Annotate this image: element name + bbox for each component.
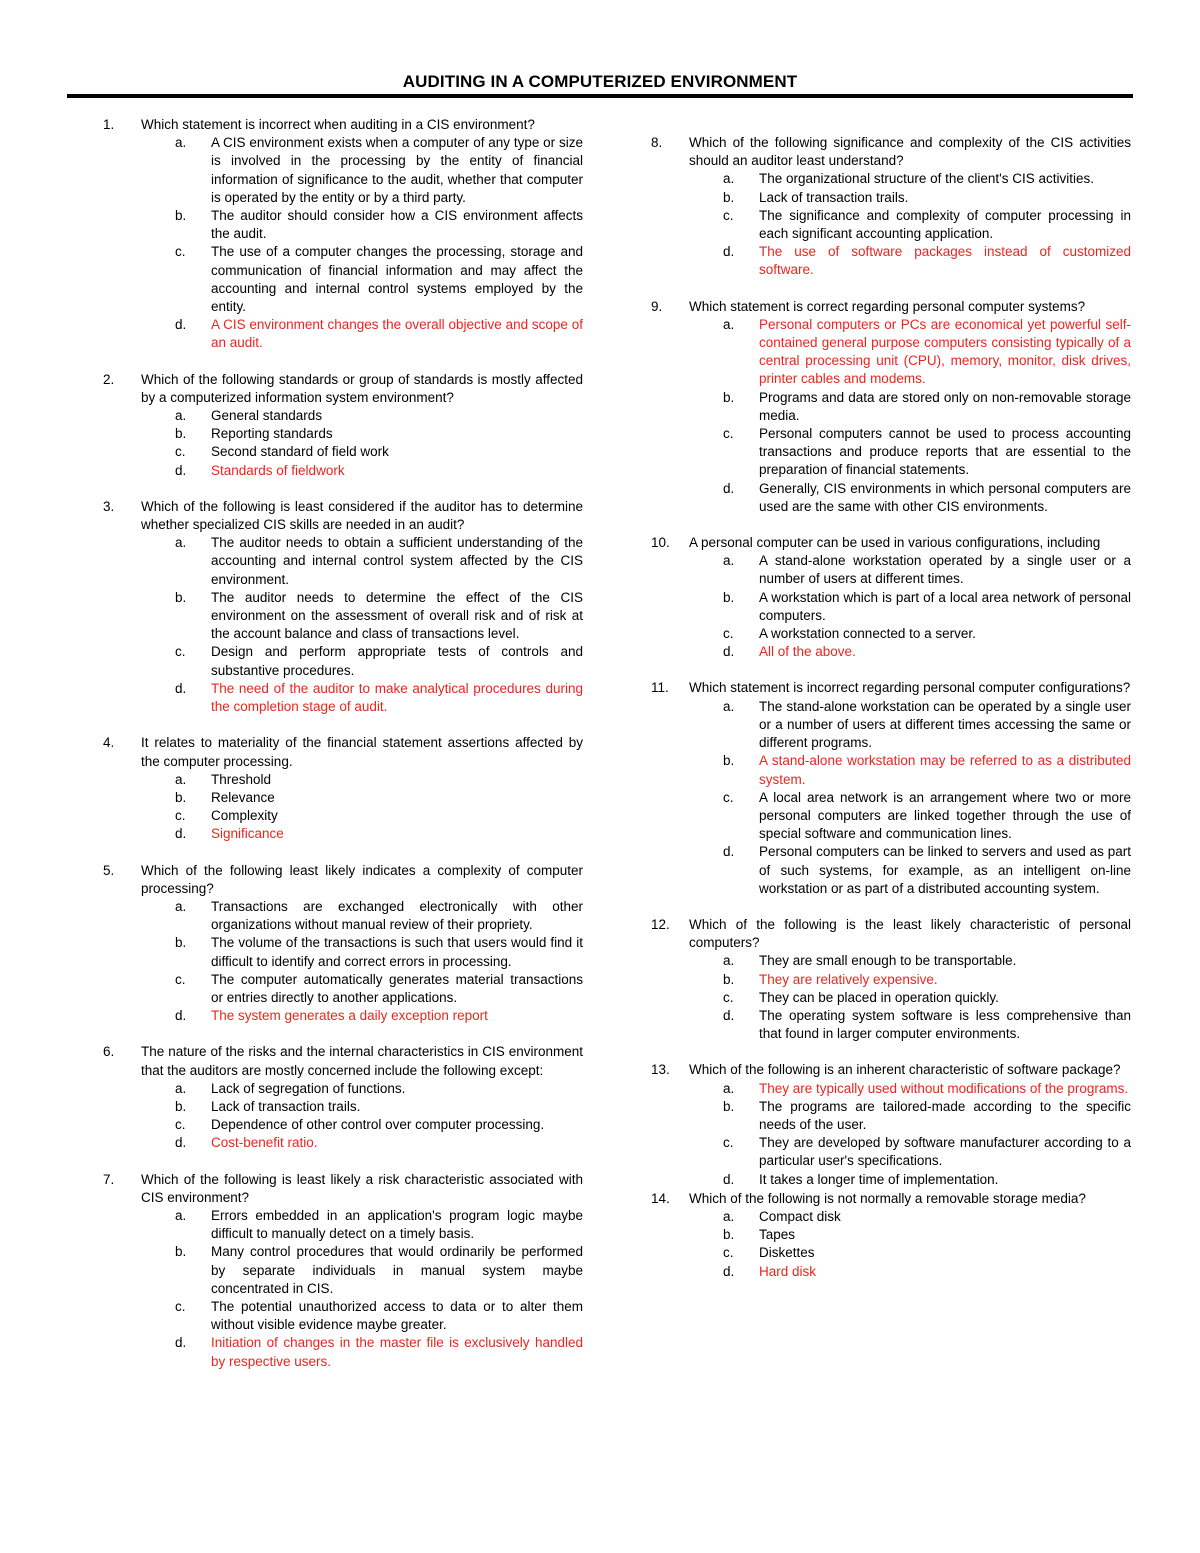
answer-option [615, 1007, 1131, 1043]
option-letter: c. [723, 789, 734, 805]
answer-option-correct [615, 1263, 1131, 1281]
answer-option [615, 207, 1131, 243]
option-letter: b. [175, 589, 187, 605]
question-6 [67, 1043, 583, 1152]
question-number: 13. [651, 1062, 670, 1078]
question-number: 1. [103, 117, 115, 132]
option-text: The computer automatically generates material transactions or entries directly to another applications. [211, 971, 583, 1005]
question-text: Which statement is incorrect when auditing in a CIS environment? [141, 117, 535, 132]
answer-option [67, 807, 583, 825]
question-3 [67, 498, 583, 716]
option-letter: d. [723, 480, 735, 496]
answer-option [615, 1226, 1131, 1244]
question-number: 8. [651, 135, 663, 150]
option-letter: a. [175, 1080, 187, 1096]
option-list [67, 1207, 583, 1371]
option-text: Personal computers can be linked to servers and used as part of such systems, for example, as an intelligent on-line workstation or as part of a distributed accounting system. [759, 844, 1131, 896]
option-letter: d. [723, 1007, 735, 1023]
answer-option-correct [67, 1007, 583, 1025]
option-letter: d. [723, 844, 735, 860]
option-letter: c. [175, 444, 186, 460]
answer-option [615, 480, 1131, 516]
option-text: The significance and complexity of computer processing in each significant accounting application. [759, 207, 1131, 242]
answer-option [67, 243, 583, 316]
option-text: Second standard of field work [211, 444, 389, 460]
option-text: The auditor needs to determine the effect of the CIS environment on the assessment of overall risk and of risk at the account balance and class of transactions level. [211, 589, 583, 642]
option-letter: c. [175, 244, 186, 260]
answer-option-correct [615, 1080, 1131, 1098]
question-number: 3. [103, 498, 115, 514]
question-number: 11. [651, 680, 669, 696]
option-letter: a. [723, 316, 735, 332]
answer-option [67, 643, 583, 679]
option-text: The potential unauthorized access to data or to alter them without visible evidence maybe greater. [211, 1298, 583, 1333]
option-text: Personal computers cannot be used to process accounting transactions and produce reports that are essential to the preparation of financial statements. [759, 426, 1131, 478]
page-title: AUDITING IN A COMPUTERIZED ENVIRONMENT [402, 72, 798, 91]
option-letter: d. [723, 1263, 735, 1279]
option-text: The use of a computer changes the processing, storage and communication of financial information and may affect the accounting and internal control systems employed by the entity. [211, 244, 583, 315]
question-number: 14. [651, 1190, 670, 1206]
answer-option-correct [67, 1134, 583, 1152]
option-letter: c. [175, 1117, 186, 1133]
option-letter: d. [723, 244, 735, 260]
option-text: Lack of transaction trails. [211, 1098, 361, 1114]
question-number: 4. [103, 735, 115, 751]
option-text: Errors embedded in an application's program logic maybe difficult to manually detect on a timely basis. [211, 1207, 583, 1242]
question-9 [615, 298, 1131, 516]
question-7 [67, 1171, 583, 1371]
answer-option [67, 771, 583, 789]
option-letter: a. [723, 1208, 735, 1224]
option-text: Dependence of other control over computer processing. [211, 1117, 545, 1133]
option-text: The programs are tailored-made according to the specific needs of the user. [759, 1098, 1131, 1132]
answer-option [67, 425, 583, 443]
option-letter: c. [175, 1298, 186, 1314]
option-letter: a. [723, 698, 735, 714]
option-text: Relevance [211, 789, 275, 805]
option-text: The stand-alone workstation can be operated by a single user or a number of users at different times accessing the same or different programs. [759, 698, 1131, 751]
option-text: Complexity [211, 808, 278, 824]
question-number: 6. [103, 1044, 115, 1060]
option-text: The auditor should consider how a CIS environment affects the audit. [211, 208, 583, 242]
answer-option [67, 898, 583, 934]
option-letter: a. [175, 771, 187, 787]
option-letter: d. [175, 680, 187, 696]
option-text: The need of the auditor to make analytical procedures during the completion stage of audit. [211, 680, 583, 715]
option-text: They are relatively expensive. [759, 971, 938, 987]
option-text: A stand-alone workstation may be referred to as a distributed system. [759, 753, 1131, 787]
right-column [615, 134, 1131, 1299]
option-letter: a. [175, 408, 187, 424]
answer-option [67, 789, 583, 807]
option-text: General standards [211, 408, 323, 424]
question-number: 12. [651, 916, 670, 932]
option-letter: d. [175, 1335, 187, 1351]
option-letter: b. [723, 753, 735, 769]
option-list [615, 170, 1131, 279]
answer-option [615, 1098, 1131, 1134]
option-text: The use of software packages instead of customized software. [759, 244, 1131, 278]
answer-option [67, 1298, 583, 1334]
option-letter: b. [175, 208, 187, 224]
option-letter: a. [175, 898, 187, 914]
option-list [615, 698, 1131, 898]
question-text: A personal computer can be used in various configurations, including [689, 535, 1101, 551]
option-letter: b. [723, 1098, 735, 1114]
question-4 [67, 734, 583, 843]
option-letter: b. [175, 1244, 187, 1260]
answer-option [67, 1098, 583, 1116]
option-text: The volume of the transactions is such that users would find it difficult to identify and correct errors in processing. [211, 935, 583, 969]
option-letter: c. [723, 1245, 734, 1261]
question-number: 9. [651, 298, 663, 314]
option-list [67, 134, 583, 352]
option-letter: d. [175, 1135, 187, 1151]
question-text: The nature of the risks and the internal characteristics in CIS environment that the auditors are mostly concerned include the following except: [141, 1044, 583, 1078]
option-letter: b. [175, 789, 187, 805]
question-text: Which of the following is least considered if the auditor has to determine whether specialized CIS skills are needed in an audit? [141, 498, 583, 533]
option-text: Lack of transaction trails. [759, 189, 909, 205]
question-8 [615, 134, 1131, 280]
answer-option [67, 1080, 583, 1098]
question-text: It relates to materiality of the financial statement assertions affected by the computer processing. [141, 735, 583, 769]
option-list [615, 1080, 1131, 1189]
answer-option [67, 1243, 583, 1298]
option-text: Reporting standards [211, 426, 333, 442]
option-text: It takes a longer time of implementation. [759, 1171, 999, 1187]
answer-option [67, 934, 583, 970]
question-13 [615, 1061, 1131, 1188]
answer-option-correct [615, 643, 1131, 661]
option-letter: a. [723, 553, 735, 569]
title-underline [67, 94, 1133, 98]
question-1 [67, 116, 583, 353]
answer-option [67, 207, 583, 243]
option-text: They can be placed in operation quickly. [759, 989, 999, 1005]
option-text: They are typically used without modifications of the programs. [759, 1080, 1129, 1096]
option-text: A CIS environment exists when a computer of any type or size is involved in the processing by the entity of financial information of significance to the audit, whether that computer is operated by the entity or by a third party. [211, 135, 583, 205]
question-number: 2. [103, 371, 115, 387]
answer-option [67, 443, 583, 461]
option-letter: c. [175, 971, 186, 987]
option-list [615, 316, 1131, 516]
option-text: Hard disk [759, 1263, 817, 1279]
option-text: Initiation of changes in the master file is exclusively handled by respective users. [211, 1335, 583, 1369]
option-letter: b. [723, 1227, 735, 1243]
answer-option [615, 552, 1131, 588]
question-number: 5. [103, 862, 115, 878]
answer-option-correct [67, 825, 583, 843]
option-text: Lack of segregation of functions. [211, 1080, 406, 1096]
answer-option-correct [615, 243, 1131, 279]
question-2 [67, 371, 583, 480]
option-letter: d. [723, 644, 735, 660]
option-letter: b. [175, 426, 187, 442]
option-letter: c. [723, 207, 734, 223]
option-text: All of the above. [759, 644, 856, 660]
answer-option [615, 189, 1131, 207]
question-5 [67, 862, 583, 1026]
option-letter: b. [723, 189, 735, 205]
answer-option [615, 989, 1131, 1007]
question-text: Which of the following significance and complexity of the CIS activities should an auditor least understand? [689, 135, 1131, 169]
option-text: The organizational structure of the client's CIS activities. [759, 171, 1094, 187]
answer-option [67, 534, 583, 589]
question-text: Which of the following is not normally a removable storage media? [689, 1190, 1086, 1206]
option-letter: c. [723, 989, 734, 1005]
option-letter: b. [175, 935, 187, 951]
question-text: Which of the following is an inherent characteristic of software package? [689, 1062, 1121, 1078]
option-text: Transactions are exchanged electronically with other organizations without manual review of their propriety. [211, 898, 583, 933]
option-letter: d. [175, 462, 187, 478]
option-letter: a. [723, 1080, 735, 1096]
answer-option-correct [615, 316, 1131, 389]
option-letter: d. [175, 1008, 187, 1024]
question-text: Which statement is correct regarding personal computer systems? [689, 298, 1086, 314]
answer-option [615, 1171, 1131, 1189]
option-text: The system generates a daily exception report [211, 1008, 488, 1024]
option-text: Compact disk [759, 1208, 841, 1224]
option-letter: d. [723, 1171, 735, 1187]
question-10 [615, 534, 1131, 661]
option-letter: a. [175, 135, 187, 151]
answer-option [67, 134, 583, 207]
answer-option [615, 589, 1131, 625]
answer-option [67, 1207, 583, 1243]
answer-option [615, 698, 1131, 753]
option-list [615, 1208, 1131, 1281]
question-12 [615, 916, 1131, 1043]
question-14 [615, 1190, 1131, 1281]
option-text: Standards of fieldwork [211, 462, 345, 478]
answer-option-correct [67, 316, 583, 352]
answer-option-correct [67, 1334, 583, 1370]
answer-option [67, 589, 583, 644]
answer-option [67, 407, 583, 425]
option-text: They are developed by software manufacturer according to a particular user's specifications. [759, 1135, 1131, 1169]
option-text: Diskettes [759, 1245, 815, 1261]
option-list [615, 552, 1131, 661]
answer-option [67, 1116, 583, 1134]
option-list [615, 952, 1131, 1043]
question-number: 7. [103, 1171, 115, 1187]
option-list [67, 1080, 583, 1153]
option-letter: b. [723, 971, 735, 987]
option-letter: d. [175, 317, 187, 333]
option-text: Many control procedures that would ordinarily be performed by separate individuals in manual system maybe concentrated in CIS. [211, 1244, 583, 1296]
option-text: Significance [211, 826, 284, 842]
option-text: Design and perform appropriate tests of controls and substantive procedures. [211, 644, 583, 678]
option-letter: c. [723, 1135, 734, 1151]
question-text: Which of the following is least likely a risk characteristic associated with CIS environment? [141, 1171, 583, 1205]
answer-option-correct [67, 462, 583, 480]
option-letter: a. [723, 171, 735, 187]
answer-option [615, 425, 1131, 480]
option-letter: b. [723, 389, 735, 405]
option-letter: b. [175, 1098, 187, 1114]
answer-option-correct [67, 680, 583, 716]
option-text: Programs and data are stored only on non-removable storage media. [759, 389, 1131, 423]
option-text: Cost-benefit ratio. [211, 1135, 318, 1151]
option-letter: b. [723, 589, 735, 605]
option-list [67, 534, 583, 716]
question-text: Which statement is incorrect regarding personal computer configurations? [689, 680, 1131, 696]
option-letter: c. [723, 426, 734, 442]
option-letter: c. [175, 808, 186, 824]
option-letter: a. [175, 1207, 187, 1223]
answer-option [615, 389, 1131, 425]
left-column [67, 116, 583, 1389]
option-list [67, 771, 583, 844]
option-letter: c. [723, 626, 734, 642]
option-text: Tapes [759, 1227, 796, 1243]
answer-option [615, 789, 1131, 844]
option-letter: a. [723, 953, 735, 969]
question-text: Which of the following standards or group of standards is mostly affected by a computerized information system environment? [141, 371, 583, 405]
option-list [67, 898, 583, 1025]
option-text: They are small enough to be transportable. [759, 953, 1017, 969]
option-letter: c. [175, 644, 186, 660]
option-list [67, 407, 583, 480]
option-text: The operating system software is less comprehensive than that found in larger computer environments. [759, 1007, 1131, 1042]
option-text: Threshold [211, 771, 272, 787]
question-number: 10. [651, 535, 670, 551]
answer-option [615, 1208, 1131, 1226]
option-text: The auditor needs to obtain a sufficient understanding of the accounting and internal control system affected by the CIS environment. [211, 535, 583, 587]
answer-option [615, 625, 1131, 643]
option-text: A workstation which is part of a local area network of personal computers. [759, 589, 1131, 623]
answer-option [67, 971, 583, 1007]
option-letter: d. [175, 826, 187, 842]
option-text: A CIS environment changes the overall objective and scope of an audit. [211, 317, 583, 351]
option-text: A local area network is an arrangement where two or more personal computers are linked together through the use of special software and communication lines. [759, 789, 1131, 842]
answer-option [615, 170, 1131, 188]
question-text: Which of the following is the least likely characteristic of personal computers? [689, 916, 1131, 951]
option-text: A workstation connected to a server. [759, 626, 976, 642]
question-text: Which of the following least likely indicates a complexity of computer processing? [141, 862, 583, 896]
option-text: Generally, CIS environments in which personal computers are used are the same with other CIS environments. [759, 480, 1131, 514]
option-text: A stand-alone workstation operated by a single user or a number of users at different times. [759, 553, 1131, 587]
answer-option [615, 1134, 1131, 1170]
answer-option-correct [615, 971, 1131, 989]
answer-option [615, 843, 1131, 898]
answer-option [615, 1244, 1131, 1262]
answer-option [615, 952, 1131, 970]
option-text: Personal computers or PCs are economical yet powerful self-contained general purpose computers consisting typically of a central processing unit (CPU), memory, monitor, disk drives, printer cables and modems. [759, 316, 1131, 387]
answer-option-correct [615, 752, 1131, 788]
question-11 [615, 679, 1131, 897]
option-letter: a. [175, 535, 187, 551]
